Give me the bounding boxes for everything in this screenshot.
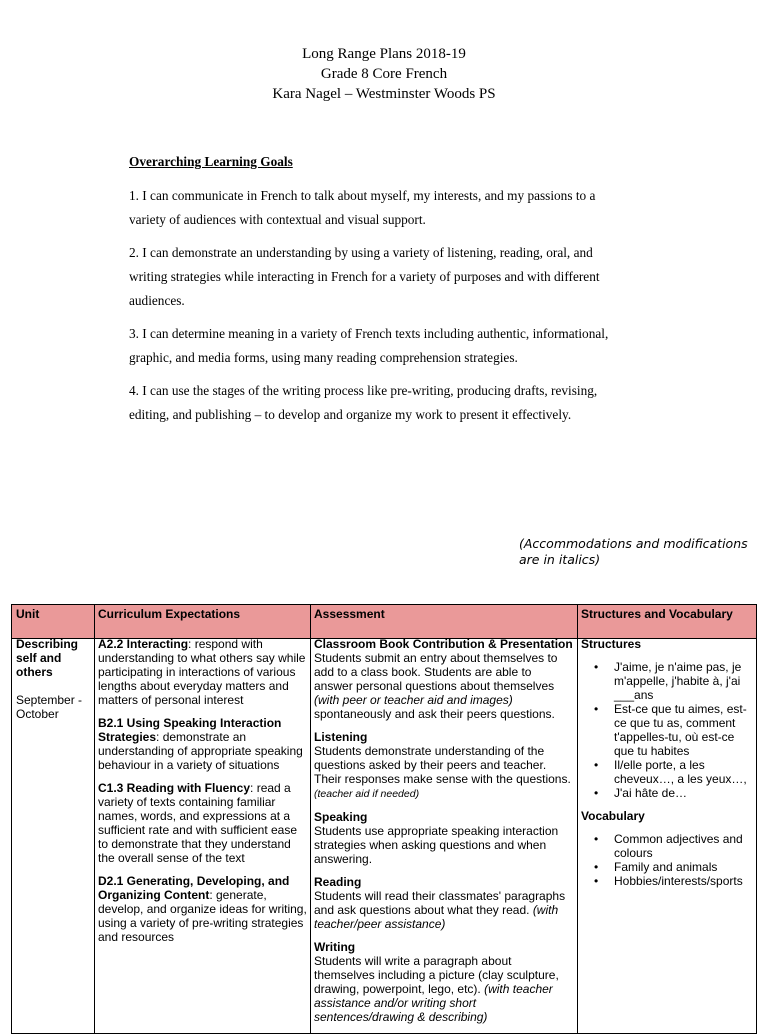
structures-title: Structures bbox=[581, 637, 642, 651]
header-assessment: Assessment bbox=[314, 607, 385, 621]
learning-goals bbox=[129, 152, 629, 436]
assessment-listening: Listening Students demonstrate understanding of the questions asked by their peers and teacher. Their responses make sense with the questions. (teacher aid if needed) bbox=[314, 730, 571, 800]
header-structures: Structures and Vocabulary bbox=[581, 607, 733, 621]
assessment-cell bbox=[314, 637, 573, 1033]
expectation-item: D2.1 Generating, Developing, and Organizing Content: generate, develop, and organize ideas for writing, using a variety of pre-writing strategies and resources bbox=[98, 874, 307, 944]
header-course: Grade 8 Core French bbox=[320, 66, 448, 82]
list-item: • J'ai hâte de… bbox=[614, 786, 753, 800]
column-divider bbox=[577, 605, 578, 1033]
vocabulary-title: Vocabulary bbox=[581, 809, 645, 823]
column-divider bbox=[94, 605, 95, 1033]
list-item: • J'aime, je n'aime pas, je m'appelle, j'habite à, j'ai ___ans bbox=[614, 660, 753, 702]
column-divider bbox=[310, 605, 311, 1033]
header-unit: Unit bbox=[16, 607, 40, 621]
expectation-item: A2.2 Interacting: respond with understanding to what others say while participating in interactions of various lengths about everyday matters and matters of personal interest bbox=[98, 637, 306, 707]
list-item: • Family and animals bbox=[614, 860, 753, 874]
goal-item: 2. I can demonstrate an understanding by using a variety of listening, reading, oral, and writing strategies while interacting in French for a variety of purposes and with different audiences. bbox=[129, 245, 600, 308]
unit-dates: September - October bbox=[16, 693, 83, 721]
assessment-reading: Reading Students will read their classmates' paragraphs and ask questions about what they read. (with teacher/peer assistance) bbox=[314, 875, 566, 931]
goal-item: 4. I can use the stages of the writing process like pre-writing, producing drafts, revising, editing, and publishing – to develop and organize my work to present it effectively. bbox=[129, 383, 598, 422]
assessment-speaking: Speaking Students use appropriate speaking interaction strategies when asking questions and when answering. bbox=[314, 810, 559, 866]
goals-title: Overarching Learning Goals bbox=[129, 154, 293, 169]
header-expectations: Curriculum Expectations bbox=[98, 607, 241, 621]
structures-list bbox=[581, 660, 753, 800]
list-item: • Hobbies/interests/sports bbox=[614, 874, 753, 888]
header-title: Long Range Plans 2018-19 bbox=[302, 46, 466, 62]
assessment-writing: Writing Students will write a paragraph about themselves including a picture (clay sculpture, drawing, powerpoint, lego, etc). (with teacher assistance and/or writing short sentences/drawing & describing) bbox=[314, 940, 559, 1024]
list-item: • Common adjectives and colours bbox=[614, 832, 753, 860]
unit-cell bbox=[16, 637, 90, 730]
accommodations-note: (Accommodations and modifications are in italics) bbox=[519, 536, 748, 567]
document-header bbox=[0, 44, 768, 104]
unit-name: Describing self and others bbox=[16, 637, 79, 679]
expectation-item: C1.3 Reading with Fluency: read a variety of texts containing familiar names, words, and expressions at a sufficient rate and with sufficient ease to demonstrate that they understand the overall sense of the text bbox=[98, 781, 298, 865]
expectations-cell bbox=[98, 637, 308, 953]
list-item: • Il/elle porte, a les cheveux…, a les yeux…, bbox=[614, 758, 753, 786]
plan-table bbox=[11, 604, 757, 1034]
assessment-book: Classroom Book Contribution & Presentation Students submit an entry about themselves to add to a class book. Students are able to answer personal questions about themselves (with peer or teacher aid and images) spontaneously and ask their peers questions. bbox=[314, 637, 573, 721]
list-item: • Est-ce que tu aimes, est-ce que tu as, comment t'appelles-tu, où est-ce que tu habites bbox=[614, 702, 753, 758]
expectation-item: B2.1 Using Speaking Interaction Strategies: demonstrate an understanding of appropriate speaking behaviour in a variety of situations bbox=[98, 716, 303, 772]
goal-item: 3. I can determine meaning in a variety of French texts including authentic, informational, graphic, and media forms, using many reading comprehension strategies. bbox=[129, 326, 609, 365]
vocabulary-list bbox=[581, 832, 753, 888]
header-teacher: Kara Nagel – Westminster Woods PS bbox=[272, 86, 496, 102]
structures-cell bbox=[581, 637, 753, 897]
goal-item: 1. I can communicate in French to talk about myself, my interests, and my passions to a variety of audiences with contextual and visual support. bbox=[129, 188, 596, 227]
